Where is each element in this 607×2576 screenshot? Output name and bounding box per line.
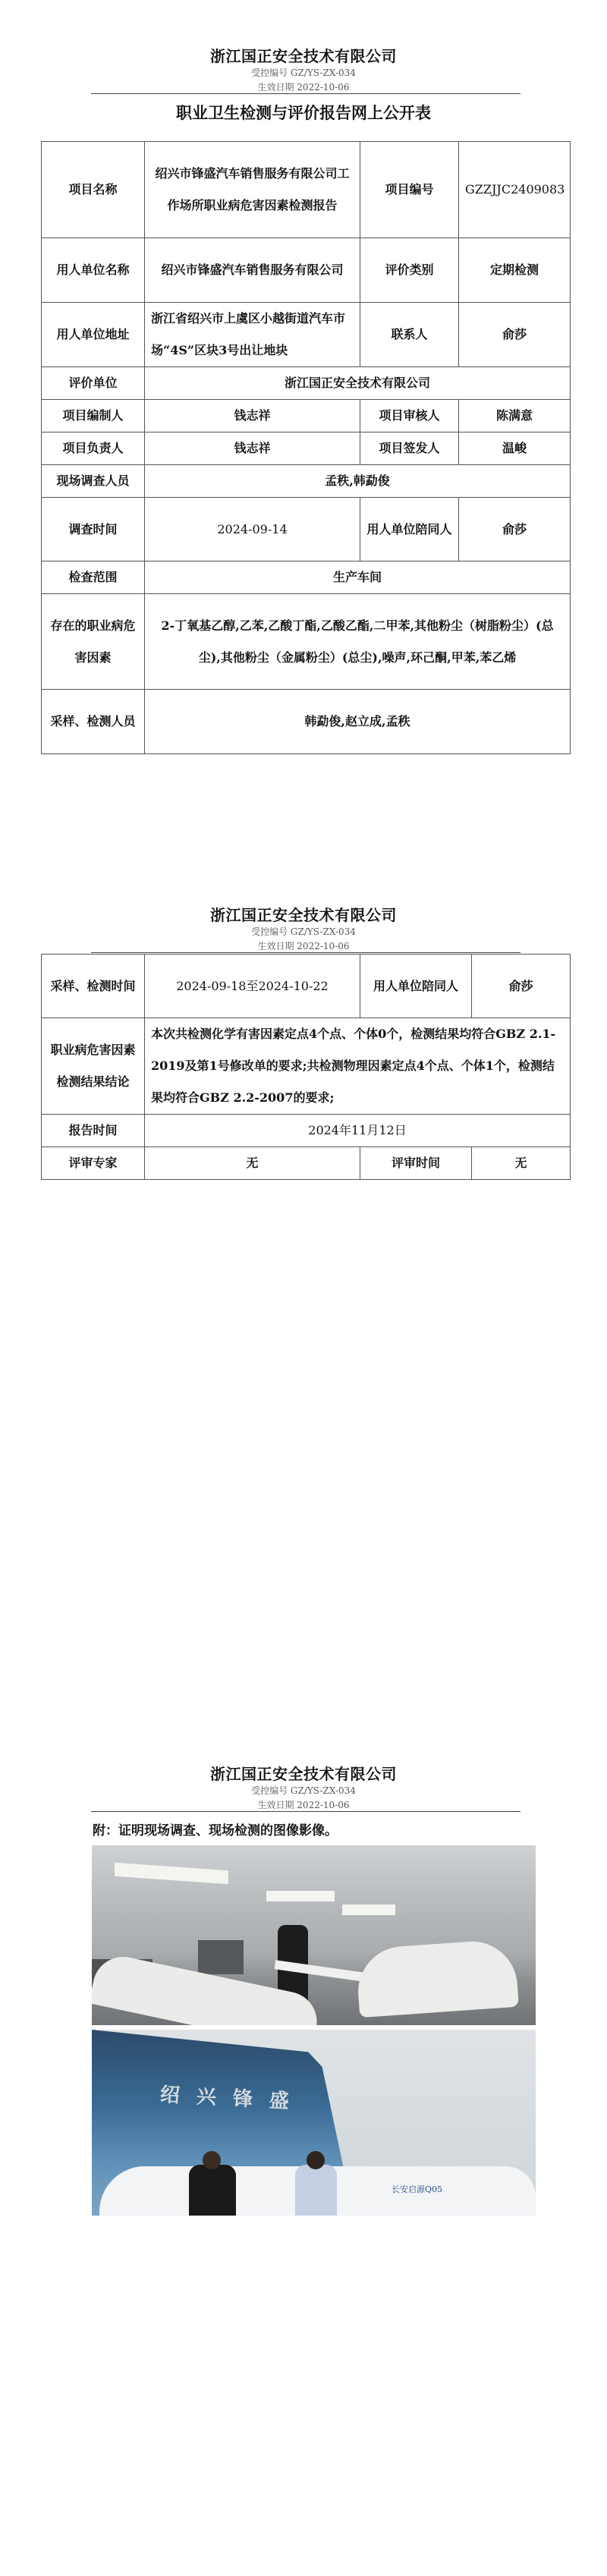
label-leader: 项目负责人: [42, 432, 145, 465]
value-accompany: 俞莎: [472, 955, 571, 1018]
table-row: [42, 561, 571, 594]
table-row: [42, 955, 571, 1018]
header-divider: [91, 1811, 521, 1812]
annex-caption: 附：证明现场调查、现场检测的图像影像。: [93, 1823, 338, 1838]
company-name: 浙江国正安全技术有限公司: [210, 906, 397, 924]
label-address: 用人单位地址: [42, 303, 145, 367]
table-row: [42, 1115, 571, 1147]
label-accompany: 用人单位陪同人: [360, 498, 459, 561]
company-name: 浙江国正安全技术有限公司: [210, 1765, 397, 1783]
value-accompany: 俞莎: [459, 498, 571, 561]
value-sampling-time: 2024-09-18至2024-10-22: [145, 955, 360, 1018]
table-row: [42, 498, 571, 561]
disclosure-table: [41, 141, 571, 754]
value-hazards: 2-丁氧基乙醇,乙苯,乙酸丁酯,乙酸乙酯,二甲苯,其他粉尘（树脂粉尘）(总尘),其他粉尘（金属粉尘）(总尘),噪声,环己酮,甲苯,苯乙烯: [145, 594, 571, 690]
value-report-time: 2024年11月12日: [145, 1115, 571, 1147]
table-row: [42, 367, 571, 400]
page3-header: [0, 1762, 607, 1813]
table-row: [42, 400, 571, 432]
value-review-time: 无: [472, 1147, 571, 1180]
label-sampling-time: 采样、检测时间: [42, 955, 145, 1018]
value-project-name: 绍兴市锋盛汽车销售服务有限公司工作场所职业病危害因素检测报告: [145, 142, 360, 238]
control-number: 受控编号 GZ/YS-ZX-034: [251, 68, 356, 78]
label-employer: 用人单位名称: [42, 238, 145, 303]
label-project-no: 项目编号: [360, 142, 459, 238]
table-row: [42, 303, 571, 367]
label-surveyors: 现场调查人员: [42, 465, 145, 498]
label-expert: 评审专家: [42, 1147, 145, 1180]
value-expert: 无: [145, 1147, 360, 1180]
table-row: [42, 594, 571, 690]
label-compiler: 项目编制人: [42, 400, 145, 432]
control-number: 受控编号 GZ/YS-ZX-034: [251, 1785, 356, 1796]
label-reviewer: 项目审核人: [360, 400, 459, 432]
value-survey-time: 2024-09-14: [145, 498, 360, 561]
table-row: [42, 142, 571, 238]
label-contact: 联系人: [360, 303, 459, 367]
value-compiler: 钱志祥: [145, 400, 360, 432]
disclosure-table-continued: [41, 954, 571, 1180]
control-number: 受控编号 GZ/YS-ZX-034: [251, 926, 356, 937]
value-surveyors: 孟秩,韩勐俊: [145, 465, 571, 498]
label-project-name: 项目名称: [42, 142, 145, 238]
photo-spray-booth: [92, 1845, 536, 2025]
value-conclusion: 本次共检测化学有害因素定点4个点、个体0个，检测结果均符合GBZ 2.1-2019及第1号修改单的要求;共检测物理因素定点4个点、个体1个，检测结果均符合GBZ 2.2-2007的要求;: [145, 1018, 571, 1115]
page-title: 职业卫生检测与评价报告网上公开表: [176, 103, 431, 122]
header-divider: [91, 93, 521, 94]
label-survey-time: 调查时间: [42, 498, 145, 561]
company-name: 浙江国正安全技术有限公司: [210, 47, 397, 65]
value-employer: 绍兴市锋盛汽车销售服务有限公司: [145, 238, 360, 303]
value-eval-type: 定期检测: [459, 238, 571, 303]
label-hazards: 存在的职业病危害因素: [42, 594, 145, 690]
effective-date: 生效日期 2022-10-06: [257, 1800, 350, 1810]
effective-date: 生效日期 2022-10-06: [257, 82, 350, 93]
label-report-time: 报告时间: [42, 1115, 145, 1147]
table-row: [42, 1018, 571, 1115]
value-leader: 钱志祥: [145, 432, 360, 465]
table-row: [42, 690, 571, 754]
value-scope: 生产车间: [145, 561, 571, 594]
page2-header: [0, 903, 607, 954]
value-project-no: GZZJJC2409083: [459, 142, 571, 238]
header-divider: [91, 952, 521, 953]
photo-dealership: [92, 2030, 536, 2216]
table-row: [42, 238, 571, 303]
effective-date: 生效日期 2022-10-06: [257, 941, 350, 951]
label-samplers: 采样、检测人员: [42, 690, 145, 754]
value-address: 浙江省绍兴市上虞区小越街道汽车市场“4S”区块3号出让地块: [145, 303, 360, 367]
page1-header: [0, 44, 607, 95]
value-samplers: 韩勐俊,赵立成,孟秩: [145, 690, 571, 754]
value-eval-unit: 浙江国正安全技术有限公司: [145, 367, 571, 400]
table-row: [42, 465, 571, 498]
table-row: [42, 1147, 571, 1180]
table-row: [42, 432, 571, 465]
dealership-sign: 绍兴锋盛: [159, 2083, 307, 2115]
label-accompany: 用人单位陪同人: [360, 955, 472, 1018]
value-reviewer: 陈满意: [459, 400, 571, 432]
label-eval-type: 评价类别: [360, 238, 459, 303]
label-issuer: 项目签发人: [360, 432, 459, 465]
label-scope: 检查范围: [42, 561, 145, 594]
label-review-time: 评审时间: [360, 1147, 472, 1180]
value-contact: 俞莎: [459, 303, 571, 367]
label-eval-unit: 评价单位: [42, 367, 145, 400]
car-door-text: 长安启源Q05: [392, 2184, 443, 2194]
value-issuer: 温峻: [459, 432, 571, 465]
label-conclusion: 职业病危害因素检测结果结论: [42, 1018, 145, 1115]
